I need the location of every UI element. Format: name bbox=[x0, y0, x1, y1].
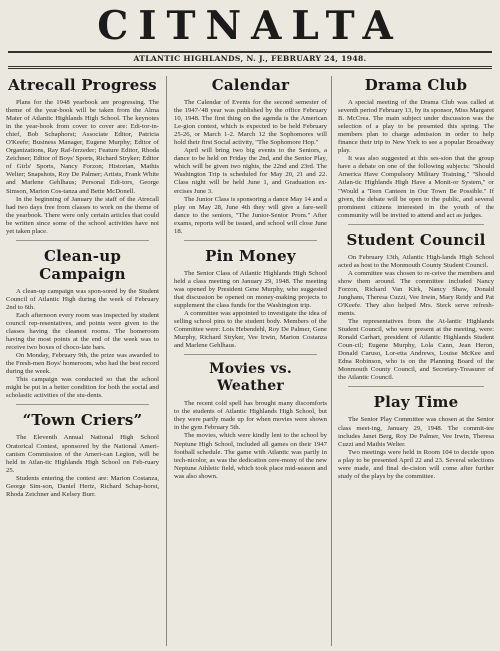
article-paragraph: Plans for the 1948 yearbook are progressing. The theme of the year-book will be taken from the Alma Mater of Atlantic Highlands High School. The keynotes in the year-book from cover to cover are: Edi-tor-in-chief, Bob Schaphorst; Associate Editor, Patricia O'Keefe; Business Manager, Eugene Murphy; Editor of Organizations, Ray Raf-ferzeder; Feature Editor, Rhoda Zeichner; Editor of Boys' Sports, Richard Stryker; Editor of Girls' Sports, Nancy Forzon; Historian, Mathis Welter; Snapshots, Roy De Palmer; Artists, Frank White and Marlene Gehlhaus; Personal Edi-tors, George Simson, Marion Cos-tanza and Bette McDonell. bbox=[6, 99, 159, 195]
article-paragraph: The Eleventh Annual National High School Oratorical Contest, sponsored by the National Ameri-canism Commission of the Ameri-can Legion, will be held in Atlan-tic Highlands High School on Feb-ruary 25. bbox=[6, 434, 159, 474]
article-title: Movies vs. Weather bbox=[209, 361, 292, 395]
article-town-criers bbox=[6, 411, 159, 498]
article-paragraph: Students entering the contest are: Marion Costanza, George Sim-son, Daniel Hertz, Richard Schap-horst, Rhoda Zeichner and Kelsey Burr. bbox=[6, 474, 159, 498]
column-right bbox=[338, 76, 494, 481]
column-divider-right bbox=[331, 76, 332, 646]
article-paragraph: A committee was appointed to investigate the idea of selling school pins to the student body. Members of the Committee were: Lois Hebendehl, Roy De Palmer, Gene Murphy, Richard Stryker, Vee Irwin, Marion Costanza and Marlene Gehlhaus. bbox=[174, 310, 327, 350]
article-movies-weather bbox=[174, 361, 327, 480]
article-calendar bbox=[174, 76, 327, 236]
article-paragraph: The Junior Class is sponsoring a dance May 14 and a play on May 28, June 4th they will give a fare-well dance to the seniors, "The Junior-Senior Prom." After exams, reports will be issued, and school will close June 18. bbox=[174, 195, 327, 235]
dateline: ATLANTIC HIGHLANDS, N. J., FEBRUARY 24, 1948. bbox=[133, 54, 367, 63]
article-paragraph: The representatives from the At-lantic Highlands Student Council, who were present at the meeting, were: Ronald Carhart, president of Atlantic Highlands Student Coun-cil; Eugene Murphy, Lola Cann, Jean Heron, Donald Caruso, Lor-etta Andrews, Louise McKee and Edna Robinson, who is on the Planning Board of the Monmouth County Council, and Secretary-Treasurer of the Atlantic Council. bbox=[338, 318, 494, 382]
article-separator bbox=[348, 386, 484, 387]
article-paragraph: Each afternoon every room was inspected by student council rep-resentatives, and points were given to the classes having the cleanest rooms. The homeroom having the most points at the end of the week was to receive two boxes of choco-late bars. bbox=[6, 311, 159, 352]
article-separator bbox=[16, 404, 149, 405]
article-paragraph: A special meeting of the Drama Club was called at seventh period February 13, by its sponsor, Miss Margaret B. McCrea. The main subject under discussion was the selection of a play to be presented this spring. The members plan to charge admission in order to help finance their trip to New York to see a popular Broadway play. bbox=[338, 99, 494, 155]
article-separator bbox=[16, 240, 149, 241]
column-divider-left bbox=[166, 76, 167, 646]
article-paragraph: A clean-up campaign was spon-sored by the Student Council of Atlantic High during the week of February 2nd to 6th. bbox=[6, 287, 159, 311]
article-paragraph: In the beginning of January the staff of the Atrecall had two days free from classes to work on the theme of the yearbook. There were only certain articles that could be written since some of the school activities have not yet taken place. bbox=[6, 195, 159, 235]
article-title: Clean-up Campaign bbox=[39, 246, 126, 283]
article-separator bbox=[184, 240, 317, 241]
article-paragraph: It was also suggested at this ses-sion that the group have a debate on one of the following subjects: "Should America Have Compulsory Military Training," "Should Atlan-tic Highlands High Have a Monit-or System," or "Would a 'Teen Canteen in Our Town Be Possible." If given, the debate will be open to the public, and several prominent citizens interested in the youth of the community will be invited to attend and act as judges. bbox=[338, 155, 494, 219]
article-paragraph: The movies, which were kindly lent to the school by Neptune High School, included all games on their 1947 football schedule. The game with Atlantic was partly in tech-nicolor, as was the dedication cere-mony of the new Neptune Athletic field, which took place mid-season and was also shown. bbox=[174, 432, 327, 480]
column-middle bbox=[174, 76, 327, 481]
article-title: Student Council bbox=[346, 230, 486, 249]
article-paragraph: A committee was chosen to re-ceive the members and show them around. The committee included Nancy Forzon, Richard Van Kirk, Nancy Shaw, Donald Junghans, Theresa Cuzzi, Vee Irwin, Mary Reidy and Pat O'Keefe. They also helped Mrs. Steck serve refresh-ments. bbox=[338, 269, 494, 318]
article-separator bbox=[348, 224, 484, 225]
article-play-time bbox=[338, 393, 494, 480]
masthead: CITNALTA bbox=[97, 3, 403, 49]
article-title: Play Time bbox=[373, 393, 459, 412]
article-student-council bbox=[338, 231, 494, 383]
article-paragraph: April will bring two big events to the Seniors, a dance to be held on Friday the 2nd, and the Senior Play, which will be given two nights, the 22nd and 23rd. The Washington Trip is scheduled for May 20, 21 and 22. Class night will be held June 1, and Graduation ex-ercises June 3. bbox=[174, 147, 327, 195]
article-paragraph: On February 13th, Atlantic High-lands High School acted as host to the Monmouth County Student Council. bbox=[338, 253, 494, 269]
article-separator bbox=[184, 354, 317, 355]
masthead-rule-top bbox=[8, 51, 492, 53]
article-atrecall bbox=[6, 76, 159, 236]
article-paragraph: The recent cold spell has brought many discomforts to the students of Atlantic Highlands High School, but they were partly made up for when movies were shown in the gym February 5th. bbox=[174, 400, 327, 432]
article-paragraph: This campaign was conducted so that the school might be put in a better condition for both the social and scholastic activities of the stu-dents. bbox=[6, 376, 159, 400]
article-paragraph: The Senior Class of Atlantic Highlands High School held a class meeting on January 29, 1948. The meeting was opened by President Gene Murphy, who suggested that discussion be opened on money-making projects to supplement the class funds for the Washington trip. bbox=[174, 269, 327, 309]
article-title: Drama Club bbox=[364, 76, 468, 94]
article-paragraph: Two meetings were held in Room 104 to decide upon a play to be presented April 22 and 23. Several selections were made, and final de-cision will come after further study of the plays by the committee. bbox=[338, 448, 494, 480]
article-cleanup bbox=[6, 247, 159, 401]
article-paragraph: On Monday, February 9th, the prize was awarded to the Fresh-men Boys' homeroom, who had the best record during the week. bbox=[6, 352, 159, 376]
article-drama-club bbox=[338, 76, 494, 220]
article-title: Calendar bbox=[211, 76, 290, 94]
dateline-rule-double bbox=[8, 68, 492, 69]
article-paragraph: The Senior Play Committee was chosen at the Senior class meet-ing, January 29, 1948. The commit-tee includes Janet Berg, Roy De Palmer, Vee Irwin, Theresa Cuzzi and Mathis Welter. bbox=[338, 416, 494, 448]
article-title: Atrecall Progress bbox=[8, 76, 157, 94]
dateline-rule bbox=[8, 66, 492, 67]
article-title: “Town Criers” bbox=[22, 411, 143, 430]
article-paragraph: The Calendar of Events for the second semester of the 1947-'48 year was published by the office February 10, 1948. The first thing on the agenda is the American Le-gion contest, which is expected to be held February 25-26, or March 1-2. March 12 the Sophomores will hold their first Social activity, "The Sophomore Hop." bbox=[174, 99, 327, 147]
column-left bbox=[6, 76, 159, 499]
article-pin-money bbox=[174, 247, 327, 350]
article-title: Pin Money bbox=[205, 246, 296, 265]
